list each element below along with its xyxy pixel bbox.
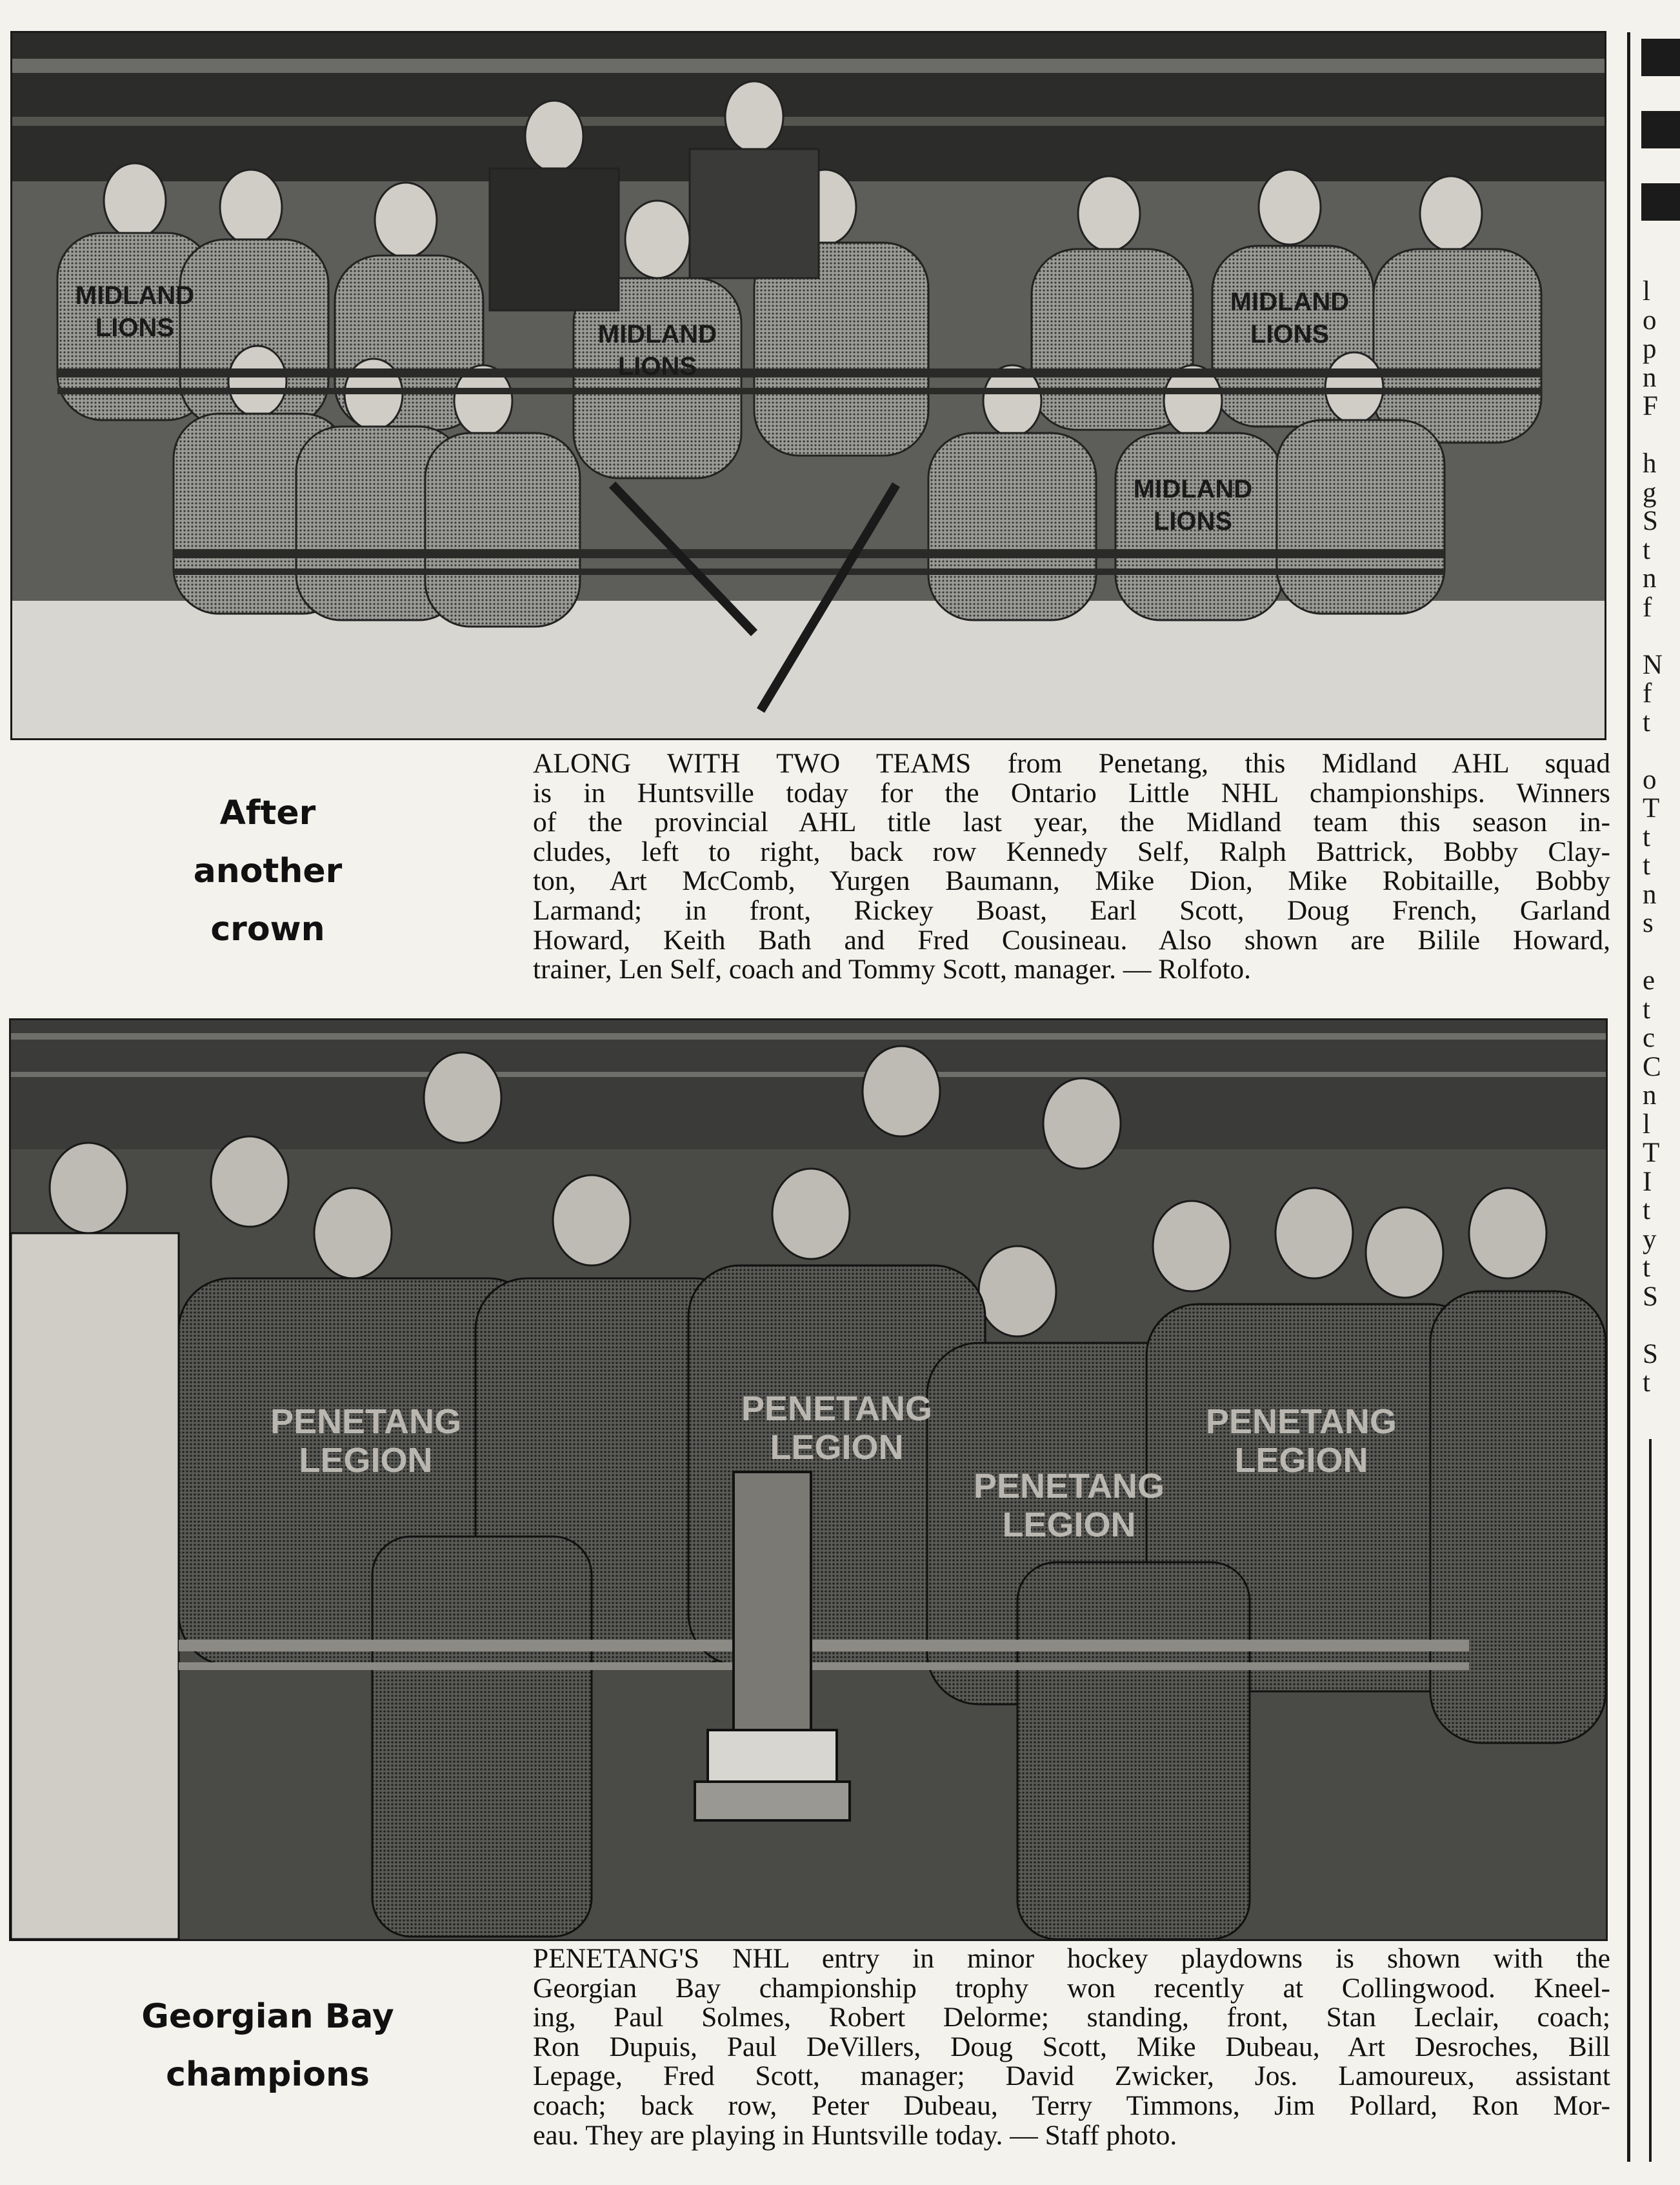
adjacent-column-letter: N (1643, 649, 1663, 680)
caption-line: Larmand; in front, Rickey Boast, Earl Scott, Doug French, Garland (533, 894, 1610, 926)
adjacent-column-letter: o (1643, 305, 1657, 336)
headline-line: Georgian Bay (141, 1997, 394, 2036)
adjacent-column-letter: I (1643, 1166, 1652, 1197)
jersey-lettering: MIDLAND (75, 281, 195, 310)
penetang-team-photo-image (11, 1020, 1606, 1939)
jersey-lettering: PENETANG (270, 1402, 462, 1441)
adjacent-column-letter: T (1643, 793, 1660, 823)
adjacent-column-letter: t (1643, 821, 1650, 852)
adjacent-column-letter: F (1643, 391, 1658, 421)
caption-line: trainer, Len Self, coach and Tommy Scott, manager. — Rolfoto. (533, 954, 1252, 985)
jersey-lettering: PENETANG (1205, 1402, 1397, 1441)
caption-line: eau. They are playing in Huntsville today. — Staff photo. (533, 2119, 1177, 2151)
column-divider (1627, 32, 1630, 2162)
adjacent-column-letter: e (1643, 965, 1655, 996)
adjacent-column-letter: n (1643, 879, 1657, 910)
penetang-team-photo (9, 1018, 1608, 1941)
caption-line: Georgian Bay championship trophy won recently at Collingwood. Kneel- (533, 1972, 1610, 2004)
adjacent-column-letter: l (1643, 276, 1650, 307)
headline-line: crown (210, 910, 325, 949)
adjacent-column-letter (1643, 938, 1663, 967)
jersey-lettering: PENETANG (741, 1389, 933, 1428)
adjacent-column-letter: l (1643, 1109, 1650, 1140)
midland-team-photo (10, 31, 1606, 740)
georgian-bay-champions-headline (116, 1988, 419, 2104)
adjacent-column-letter: h (1643, 448, 1657, 479)
jersey-lettering: LIONS (1153, 507, 1233, 536)
adjacent-column-letter (1643, 1311, 1663, 1340)
adjacent-column-letter: T (1643, 1138, 1660, 1168)
adjacent-headline-fragment (1641, 39, 1680, 232)
adjacent-column-letter: c (1643, 1023, 1655, 1053)
jersey-lettering: PENETANG (973, 1467, 1165, 1505)
adjacent-column-letter: n (1643, 362, 1657, 393)
headline-line: After (219, 794, 316, 832)
jersey-lettering: LEGION (770, 1428, 904, 1467)
midland-team-photo-image (12, 33, 1605, 738)
caption-line: ALONG WITH TWO TEAMS from Penetang, this Midland AHL squad (533, 748, 1610, 779)
headline-line: champions (166, 2055, 370, 2094)
adjacent-column-fragment (1635, 0, 1663, 2185)
caption-line: ing, Paul Solmes, Robert Delorme; standing, front, Stan Leclair, coach; (533, 2002, 1610, 2033)
adjacent-column-text (1643, 277, 1663, 1398)
adjacent-column-letter: f (1643, 678, 1652, 709)
caption-line: ton, Art McComb, Yurgen Baumann, Mike Dion, Mike Robitaille, Bobby (533, 865, 1610, 897)
adjacent-column-letter: S (1643, 506, 1658, 536)
adjacent-column-letter: t (1643, 534, 1650, 565)
adjacent-column-letter (1643, 737, 1663, 766)
caption-line: Howard, Keith Bath and Fred Cousineau. Also shown are Bilile Howard, (533, 924, 1610, 956)
column-divider-lower (1649, 1439, 1652, 2162)
adjacent-column-letter: t (1643, 1367, 1650, 1398)
adjacent-column-letter: t (1643, 851, 1650, 881)
adjacent-column-letter: t (1643, 707, 1650, 738)
caption-line: coach; back row, Peter Dubeau, Terry Timmons, Jim Pollard, Ron Mor- (533, 2089, 1610, 2121)
adjacent-column-letter: S (1643, 1281, 1658, 1312)
caption-line: of the provincial AHL title last year, the Midland team this season in- (533, 807, 1610, 838)
jersey-lettering: MIDLAND (597, 320, 717, 348)
after-another-crown-headline (161, 784, 374, 958)
adjacent-column-letter: g (1643, 477, 1657, 508)
jersey-lettering: LEGION (1234, 1441, 1368, 1480)
caption-line: is in Huntsville today for the Ontario Little NHL championships. Winners (533, 777, 1610, 809)
adjacent-column-letter: o (1643, 764, 1657, 795)
adjacent-column-letter: S (1643, 1338, 1658, 1369)
caption-line: cludes, left to right, back row Kennedy Self, Ralph Battrick, Bobby Clay- (533, 836, 1610, 867)
adjacent-column-letter: s (1643, 908, 1654, 938)
caption-line: Ron Dupuis, Paul DeVillers, Doug Scott, Mike Dubeau, Art Desroches, Bill (533, 2031, 1610, 2062)
headline-line: another (193, 852, 343, 891)
adjacent-column-letter (1643, 421, 1663, 450)
jersey-lettering: MIDLAND (1133, 475, 1253, 503)
adjacent-column-letter: y (1643, 1223, 1657, 1254)
adjacent-column-letter: t (1643, 1253, 1650, 1283)
jersey-lettering: LIONS (1250, 320, 1330, 348)
jersey-lettering: LEGION (1002, 1505, 1136, 1544)
midland-photo-caption (533, 749, 1610, 985)
caption-line: PENETANG'S NHL entry in minor hockey playdowns is shown with the (533, 1943, 1610, 1974)
jersey-lettering: LIONS (617, 352, 697, 381)
caption-line: Lepage, Fred Scott, manager; David Zwicker, Jos. Lamoureux, assistant (533, 2060, 1610, 2092)
adjacent-column-letter: C (1643, 1051, 1661, 1082)
adjacent-column-letter: t (1643, 1195, 1650, 1225)
adjacent-column-letter: t (1643, 994, 1650, 1025)
jersey-lettering: MIDLAND (1230, 288, 1350, 316)
jersey-lettering: LEGION (299, 1441, 433, 1480)
adjacent-column-letter: n (1643, 1080, 1657, 1111)
penetang-photo-caption (533, 1944, 1610, 2150)
adjacent-column-letter: p (1643, 334, 1657, 364)
adjacent-column-letter: f (1643, 592, 1652, 623)
adjacent-column-letter (1643, 622, 1663, 651)
adjacent-column-letter: n (1643, 563, 1657, 594)
jersey-lettering: LIONS (95, 314, 175, 342)
